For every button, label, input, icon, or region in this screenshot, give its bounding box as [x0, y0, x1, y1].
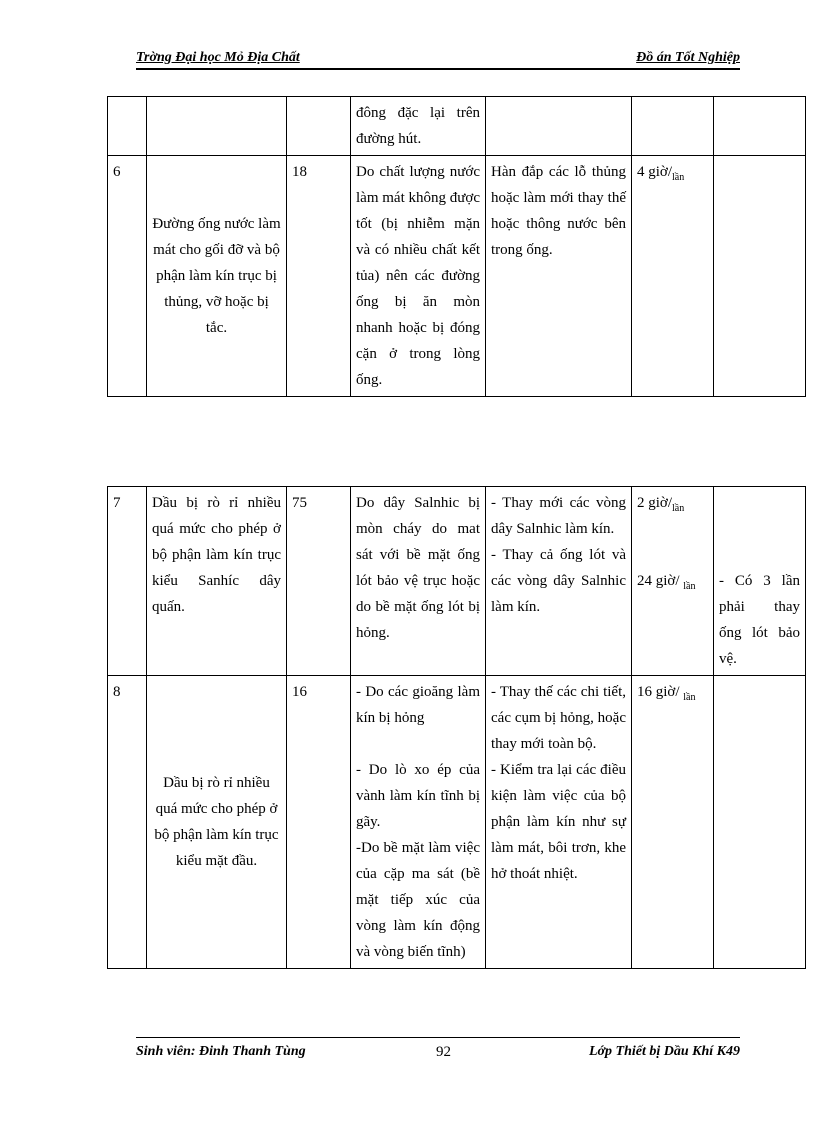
note-cell	[714, 487, 806, 676]
remedy-item: - Kiểm tra lại các điều kiện làm việc của bộ phận làm kín như sự làm mát, bôi trơn, khe hở thoát nhiệt.	[491, 762, 626, 882]
time-value: 24 giờ/	[637, 573, 684, 589]
time-value: 16 giờ/	[637, 684, 684, 700]
table-row	[108, 156, 806, 397]
page-footer	[136, 1037, 740, 1068]
remedy-item: - Thay mới các vòng dây Salnhic làm kín.	[491, 495, 626, 537]
cause-cell: Do chất lượng nước làm mát không được tốt (bị nhiễm mặn và có nhiều chất kết tủa) nên các đường ống bị ăn mòn nhanh hoặc bị đóng cặn ở trong lòng ống.	[351, 156, 486, 397]
time-unit: lần	[672, 172, 685, 183]
page-number: 92	[436, 1044, 451, 1060]
fault-cell: Đường ống nước làm mát cho gối đỡ và bộ phận làm kín trục bị thủng, vỡ hoặc bị tắc.	[147, 156, 287, 397]
fault-table-part-2	[107, 486, 806, 969]
cause-item: - Do lò xo ép của vành làm kín tĩnh bị gãy.	[356, 762, 480, 830]
fault-table-part-1	[107, 96, 806, 397]
time-cell	[632, 676, 714, 969]
time-unit: lần	[672, 503, 685, 514]
footer-class: Lớp Thiết bị Dầu Khí K49	[588, 1044, 740, 1059]
remedy-cell: Hàn đắp các lỗ thủng hoặc làm mới thay thế hoặc thông nước bên trong ống.	[486, 156, 632, 397]
time-cell	[632, 156, 714, 397]
table-row	[108, 487, 806, 676]
hours-cell: 16	[287, 676, 351, 969]
cause-item: - Do các gioăng làm kín bị hỏng	[356, 684, 480, 726]
cause-cell: Do dây Salnhic bị mòn cháy do mat sát với bề mặt ống lót bảo vệ trục hoặc do bề mặt ống lót bị hỏng.	[351, 487, 486, 676]
row-number: 6	[108, 156, 147, 397]
hours-cell: 75	[287, 487, 351, 676]
row-number: 8	[108, 676, 147, 969]
time-unit: lần	[683, 692, 696, 703]
remedy-cell	[486, 676, 632, 969]
fault-cell: Dầu bị rò rỉ nhiều quá mức cho phép ở bộ phận làm kín trục kiểu Sanhíc dây quấn.	[147, 487, 287, 676]
hours-cell: 18	[287, 156, 351, 397]
header-school: Trờng Đại học Mỏ Địa Chất	[136, 50, 300, 65]
fault-cell: Dầu bị rò rỉ nhiều quá mức cho phép ở bộ phận làm kín trục kiểu mặt đầu.	[147, 676, 287, 969]
time-value: 2 giờ/	[637, 495, 673, 511]
remedy-item: - Thay thế các chi tiết, các cụm bị hỏng, hoặc thay mới toàn bộ.	[491, 684, 626, 752]
remedy-cell	[486, 487, 632, 676]
time-unit: lần	[683, 581, 696, 592]
time-cell	[632, 487, 714, 676]
note-text: - Có 3 lần phải thay ống lót bảo vệ.	[719, 573, 800, 667]
table-row	[108, 676, 806, 969]
footer-student: Sinh viên: Đinh Thanh Tùng	[136, 1044, 306, 1059]
cause-item: -Do bề mặt làm việc của cặp ma sát (bề mặt tiếp xúc của vòng làm kín động và vòng biến tĩnh)	[356, 840, 480, 960]
time-value: 4 giờ/	[637, 164, 673, 180]
row-number: 7	[108, 487, 147, 676]
page-header	[136, 48, 740, 70]
header-title: Đồ án Tốt Nghiệp	[636, 50, 740, 65]
table-row	[108, 97, 806, 156]
cause-cell: đông đặc lại trên đường hút.	[351, 97, 486, 156]
cause-cell	[351, 676, 486, 969]
remedy-item: - Thay cả ống lót và các vòng dây Salnhic làm kín.	[491, 547, 626, 615]
